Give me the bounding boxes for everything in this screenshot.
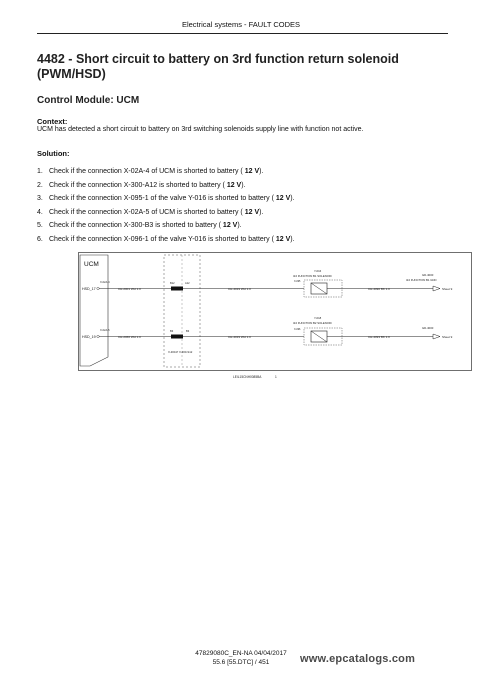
pin-label: X-02A-4 [100,281,110,284]
solution-step: 2. Check if the connection X-300-A12 is shorted to battery ( 12 V). [37,181,246,189]
solenoid-diagonal [311,283,327,294]
footer-doc-ref: 47829080C_EN-NA 04/04/2017 [195,650,287,657]
wire-label: CH-4090 BK 1.0 [368,287,390,291]
connector-pin-b: A12 [185,282,190,285]
connector-pin-b: B3 [186,330,190,333]
sheet-arrow-icon [433,286,440,291]
ground-label: 3rd FUNCTION B1 GND [406,278,437,282]
wire-label: CH-2001 WH 1.0 [118,287,141,291]
valve-name: 3rd FUNCTION B1 SOLENOID [293,274,332,278]
wire-label: CH-4019 WH 1.0 [228,335,251,339]
connector-pair [171,287,183,291]
page-header-title: Electrical systems - FAULT CODES [181,20,301,29]
ground-id: GD-4000 [422,273,434,277]
wire-label: CH-2066 WH 1.0 [118,335,141,339]
ucm-module-box [80,255,108,366]
fault-code-description: Short circuit to battery on 3rd function return solenoid (PWM/HSD) [37,52,399,81]
signal-label: HSD_19 [82,335,96,339]
solution-step: 3. Check if the connection X-095-1 of the valve Y-016 is shorted to battery ( 12 V). [37,195,295,203]
fault-code-separator: - [68,52,73,66]
solution-step: 4. Check if the connection X-02A-5 of UCM is shorted to battery ( 12 V). [37,208,264,216]
connector-pin-a: B12 [170,282,175,285]
solution-step: 5. Check if the connection X-300-B3 is shorted to battery ( 12 V). [37,222,242,230]
sheet-ref: Sheet 9 [442,287,453,291]
solution-step: 6. Check if the connection X-096-1 of the valve Y-016 is shorted to battery ( 12 V). [37,235,295,243]
pin-terminal [97,287,99,289]
watermark: www.epcatalogs.com [300,653,416,665]
fault-code-number: 4482 [37,52,65,66]
circuit-row-hsd19 [82,316,453,345]
sheet-ref: Sheet 9 [442,335,453,339]
wiring-diagram [78,252,472,382]
context-text: UCM has detected a short circuit to battery on 3rd switching solenoids supply line with function not active. [37,126,364,133]
connector-caption: X-300-P X-300-S12 [168,350,193,354]
diagram-frame [79,253,472,371]
wire-label: CH-4019 WH 1.0 [228,287,251,291]
solution-label: Solution: [37,149,70,158]
control-module-heading: Control Module: UCM [37,95,140,106]
sheet-arrow-icon [433,334,440,339]
header-divider [37,33,448,34]
valve-id: Y-018 [314,316,322,320]
context-label: Context: [37,117,68,126]
signal-label: HSD_17 [82,287,96,291]
figure-ref: LEIL15CNH0085BA [233,375,262,379]
valve-name: 3rd FUNCTION B2 SOLENOID [293,321,332,325]
valve-pin: X-096 [294,328,301,331]
fault-code-title [37,52,457,82]
connector-pin-a: B3 [170,330,174,333]
wire-label: CH-4093 BK 1.0 [368,335,390,339]
pin-terminal [97,335,99,337]
pin-label: X-02A-5 [100,329,110,332]
solution-steps [37,165,295,247]
solution-step: 1. Check if the connection X-02A-4 of UCM is shorted to battery ( 12 V). [37,168,264,175]
ground-id: GD-4000 [422,326,434,330]
ucm-label: UCM [84,261,99,268]
footer-page-ref: 55.6 [55.DTC] / 451 [212,659,270,666]
valve-pin: X-095 [294,280,301,283]
connector-pair [171,335,183,339]
figure-number: 1 [275,375,277,379]
valve-id: Y-016 [314,269,322,273]
circuit-row-hsd17 [82,269,453,297]
solenoid-diagonal [311,331,327,342]
